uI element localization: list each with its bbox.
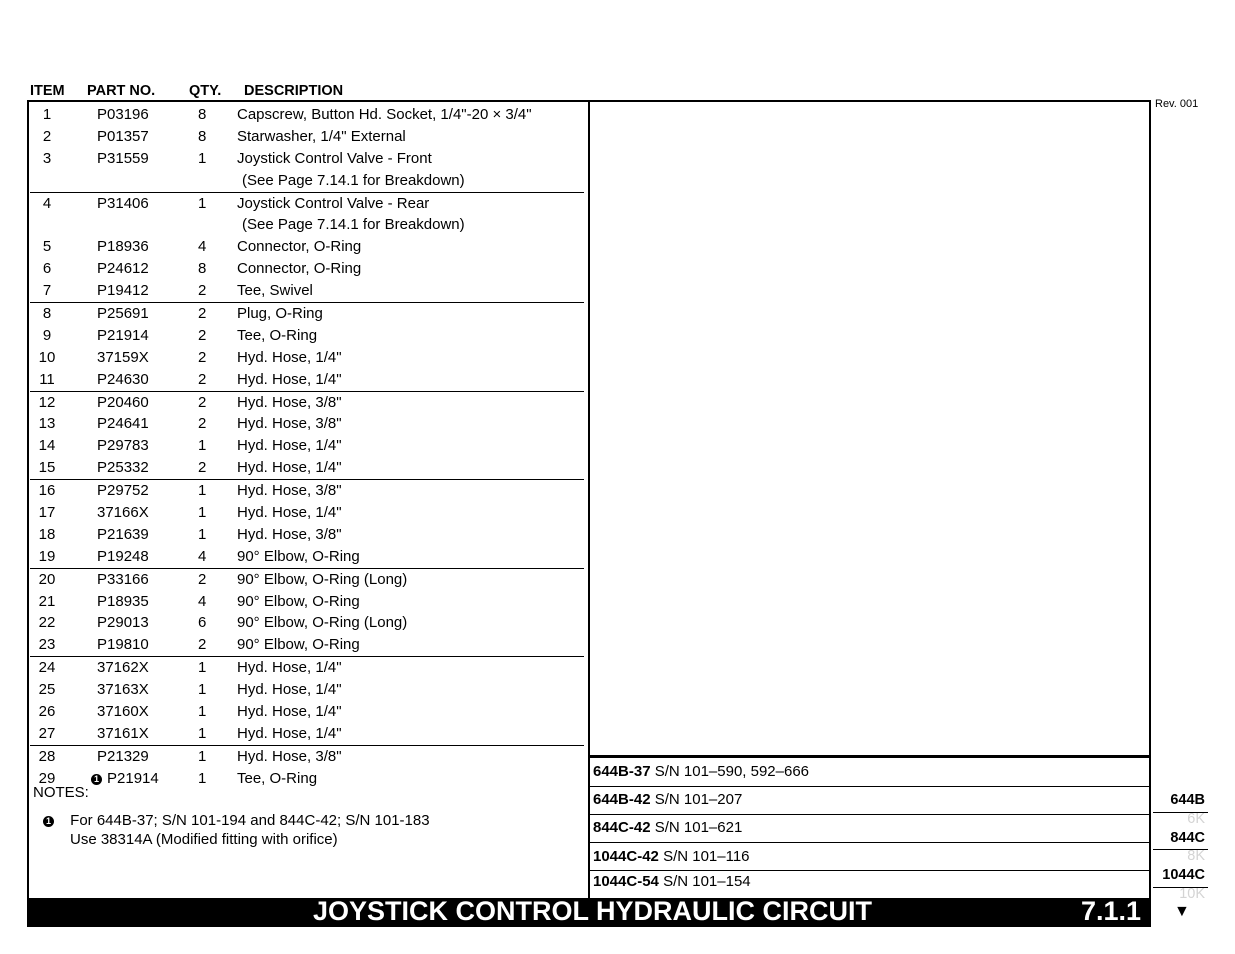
serial-row: 644B-37 S/N 101–590, 592–666 — [593, 763, 810, 780]
quantity: 1 — [198, 703, 207, 721]
table-row — [30, 612, 584, 634]
part-number: 37160X — [97, 703, 149, 721]
description: 90° Elbow, O-Ring — [237, 592, 360, 610]
item-number: 7 — [42, 282, 52, 300]
part-number: 37166X — [97, 504, 149, 522]
col-header-qty: QTY. — [189, 83, 222, 99]
quantity: 6 — [198, 614, 207, 632]
table-row — [30, 325, 584, 347]
table-row — [30, 768, 584, 790]
table-row — [30, 591, 584, 613]
description: Hyd. Hose, 1/4" — [237, 504, 342, 522]
description: Hyd. Hose, 3/8" — [237, 747, 342, 765]
part-number: P19810 — [97, 636, 149, 654]
item-number: 18 — [38, 525, 56, 543]
table-row — [30, 192, 584, 215]
serial-row: 1044C-54 S/N 101–154 — [593, 873, 751, 890]
part-number: P19248 — [97, 547, 149, 565]
quantity: 1 — [198, 681, 207, 699]
part-number: 37159X — [97, 348, 149, 366]
quantity: 8 — [198, 260, 207, 278]
description: Starwasher, 1/4" External — [237, 127, 406, 145]
item-number: 20 — [38, 570, 56, 588]
part-number: P25332 — [97, 459, 149, 477]
table-row — [30, 280, 584, 302]
quantity: 1 — [198, 769, 207, 787]
note-1-line-1 — [43, 811, 643, 831]
table-row — [30, 104, 584, 126]
model-6k[interactable]: 6K — [1187, 811, 1205, 827]
quantity: 1 — [198, 747, 207, 765]
quantity: 8 — [198, 127, 207, 145]
description: Tee, O-Ring — [237, 769, 318, 787]
description: Hyd. Hose, 1/4" — [237, 659, 342, 677]
part-number: P03196 — [97, 106, 149, 123]
table-row — [30, 214, 584, 236]
quantity: 1 — [198, 525, 207, 543]
model-8k[interactable]: 8K — [1187, 848, 1205, 864]
model-844c[interactable]: 844C — [1170, 830, 1205, 846]
col-header-description: DESCRIPTION — [244, 83, 344, 99]
table-row — [30, 656, 584, 679]
item-number: 5 — [42, 238, 52, 256]
part-number: P18935 — [97, 592, 149, 610]
item-number: 19 — [38, 547, 56, 565]
part-number: P25691 — [97, 305, 149, 323]
table-row — [30, 457, 584, 479]
part-number: P29752 — [97, 482, 149, 500]
col-header-item: ITEM — [30, 83, 65, 99]
description: 90° Elbow, O-Ring (Long) — [237, 570, 408, 588]
description: Hyd. Hose, 1/4" — [237, 703, 342, 721]
title-bar — [27, 898, 1151, 927]
description: Hyd. Hose, 1/4" — [237, 348, 342, 366]
quantity: 2 — [198, 415, 207, 433]
note-marker-icon: 1 — [91, 774, 102, 785]
model-644b[interactable]: 644B — [1170, 792, 1205, 808]
part-number: P24641 — [97, 415, 149, 433]
quantity: 1 — [198, 149, 207, 167]
item-number: 1 — [42, 106, 52, 123]
quantity: 2 — [198, 326, 207, 344]
quantity: 2 — [198, 348, 207, 366]
quantity: 1 — [198, 482, 207, 500]
description: 90° Elbow, O-Ring (Long) — [237, 614, 408, 632]
note-marker-icon: 1 — [43, 816, 54, 827]
part-number: P20460 — [97, 393, 149, 411]
note-text: For 644B-37; S/N 101-194 and 844C-42; S/N 101-183 — [70, 812, 430, 829]
quantity: 1 — [198, 194, 207, 212]
description: Connector, O-Ring — [237, 260, 362, 278]
description: Tee, O-Ring — [237, 326, 318, 344]
item-number: 13 — [38, 415, 56, 433]
item-number: 26 — [38, 703, 56, 721]
table-row — [30, 413, 584, 435]
item-number: 29 — [38, 769, 56, 787]
table-row — [30, 479, 584, 502]
item-number: 22 — [38, 614, 56, 632]
description: 90° Elbow, O-Ring — [237, 547, 360, 565]
item-number: 4 — [42, 194, 52, 212]
description: (See Page 7.14.1 for Breakdown) — [242, 216, 465, 234]
page-title: JOYSTICK CONTROL HYDRAULIC CIRCUIT — [313, 896, 873, 926]
item-number: 28 — [38, 747, 56, 765]
part-number: P31406 — [97, 194, 149, 212]
description: Hyd. Hose, 3/8" — [237, 525, 342, 543]
quantity: 4 — [198, 547, 207, 565]
quantity: 8 — [198, 106, 207, 123]
part-number: P31559 — [97, 149, 149, 167]
model-1044c[interactable]: 1044C — [1162, 867, 1205, 883]
table-row — [30, 369, 584, 391]
table-row — [30, 347, 584, 369]
description: Hyd. Hose, 1/4" — [237, 370, 342, 388]
col-header-part-no: PART NO. — [87, 83, 156, 99]
table-row — [30, 524, 584, 546]
quantity: 2 — [198, 370, 207, 388]
description: Hyd. Hose, 1/4" — [237, 724, 342, 742]
description: Connector, O-Ring — [237, 238, 362, 256]
serial-row: 1044C-42 S/N 101–116 — [593, 848, 750, 865]
quantity: 2 — [198, 393, 207, 411]
item-number: 12 — [38, 393, 56, 411]
part-number: P33166 — [97, 570, 149, 588]
description: Hyd. Hose, 1/4" — [237, 681, 342, 699]
quantity: 2 — [198, 305, 207, 323]
table-row — [30, 435, 584, 457]
part-number: 37161X — [97, 724, 149, 742]
item-number: 21 — [38, 592, 56, 610]
item-number: 14 — [38, 437, 56, 455]
item-number: 11 — [39, 370, 55, 388]
part-number: P19412 — [97, 282, 149, 300]
table-row — [30, 258, 584, 280]
item-number: 17 — [38, 504, 56, 522]
item-number: 3 — [42, 149, 52, 167]
part-number: P29013 — [97, 614, 149, 632]
revision-label: Rev. 001 — [1155, 98, 1199, 110]
part-number: P21914 — [97, 326, 149, 344]
quantity: 2 — [198, 636, 207, 654]
quantity: 1 — [198, 659, 207, 677]
table-row — [30, 302, 584, 325]
table-row — [30, 568, 584, 591]
description: Hyd. Hose, 3/8" — [237, 482, 342, 500]
quantity: 4 — [198, 238, 207, 256]
description: Joystick Control Valve - Front — [237, 149, 432, 167]
item-number: 6 — [42, 260, 52, 278]
parts-table — [30, 104, 584, 790]
part-number: 37163X — [97, 681, 149, 699]
part-number: P21914 — [107, 769, 159, 787]
notes-section — [33, 783, 430, 848]
note-1-line-2: Use 38314A (Modified fitting with orifice) — [70, 831, 338, 848]
part-number: P01357 — [97, 127, 149, 145]
table-row — [30, 170, 584, 192]
serial-row: 844C-42 S/N 101–621 — [593, 819, 743, 836]
quantity: 1 — [198, 504, 207, 522]
model-10k[interactable]: 10K — [1179, 886, 1205, 902]
table-row — [30, 701, 584, 723]
item-number: 2 — [42, 127, 52, 145]
table-row — [30, 126, 584, 148]
table-row — [30, 546, 584, 568]
description: 90° Elbow, O-Ring — [237, 636, 360, 654]
description: Hyd. Hose, 3/8" — [237, 393, 342, 411]
part-number: P24630 — [97, 370, 149, 388]
description: Hyd. Hose, 3/8" — [237, 415, 342, 433]
table-row — [30, 391, 584, 414]
description: Capscrew, Button Hd. Socket, 1/4"-20 × 3/4" — [237, 106, 532, 123]
serial-row: 644B-42 S/N 101–207 — [593, 791, 743, 808]
quantity: 1 — [198, 437, 207, 455]
column-divider — [588, 100, 590, 898]
item-number: 23 — [38, 636, 56, 654]
table-row — [30, 679, 584, 701]
description: Hyd. Hose, 1/4" — [237, 437, 342, 455]
description: Tee, Swivel — [237, 282, 313, 300]
quantity: 1 — [198, 724, 207, 742]
part-number: P29783 — [97, 437, 149, 455]
triangle-down-icon[interactable]: ▼ — [1174, 903, 1190, 920]
quantity: 4 — [198, 592, 207, 610]
item-number: 16 — [38, 482, 56, 500]
table-row — [30, 148, 584, 170]
part-number: P24612 — [97, 260, 149, 278]
item-number: 27 — [38, 724, 56, 742]
item-number: 10 — [38, 348, 56, 366]
table-row — [30, 634, 584, 656]
quantity: 2 — [198, 459, 207, 477]
page-number: 7.1.1 — [1081, 896, 1142, 926]
item-number: 15 — [38, 459, 56, 477]
table-row — [30, 723, 584, 745]
item-number: 9 — [42, 326, 52, 344]
description: Hyd. Hose, 1/4" — [237, 459, 342, 477]
quantity: 2 — [198, 282, 207, 300]
item-number: 25 — [38, 681, 56, 699]
description: Joystick Control Valve - Rear — [237, 194, 430, 212]
item-number: 24 — [38, 659, 56, 677]
item-number: 8 — [42, 305, 52, 323]
part-number: P21329 — [97, 747, 149, 765]
part-number: P21639 — [97, 525, 149, 543]
part-number: P18936 — [97, 238, 149, 256]
part-number: 37162X — [97, 659, 149, 677]
description: (See Page 7.14.1 for Breakdown) — [242, 171, 465, 189]
quantity: 2 — [198, 570, 207, 588]
table-row — [30, 745, 584, 768]
table-row — [30, 236, 584, 258]
description: Plug, O-Ring — [237, 305, 323, 323]
notes-heading: NOTES: — [33, 784, 89, 801]
table-row — [30, 502, 584, 524]
